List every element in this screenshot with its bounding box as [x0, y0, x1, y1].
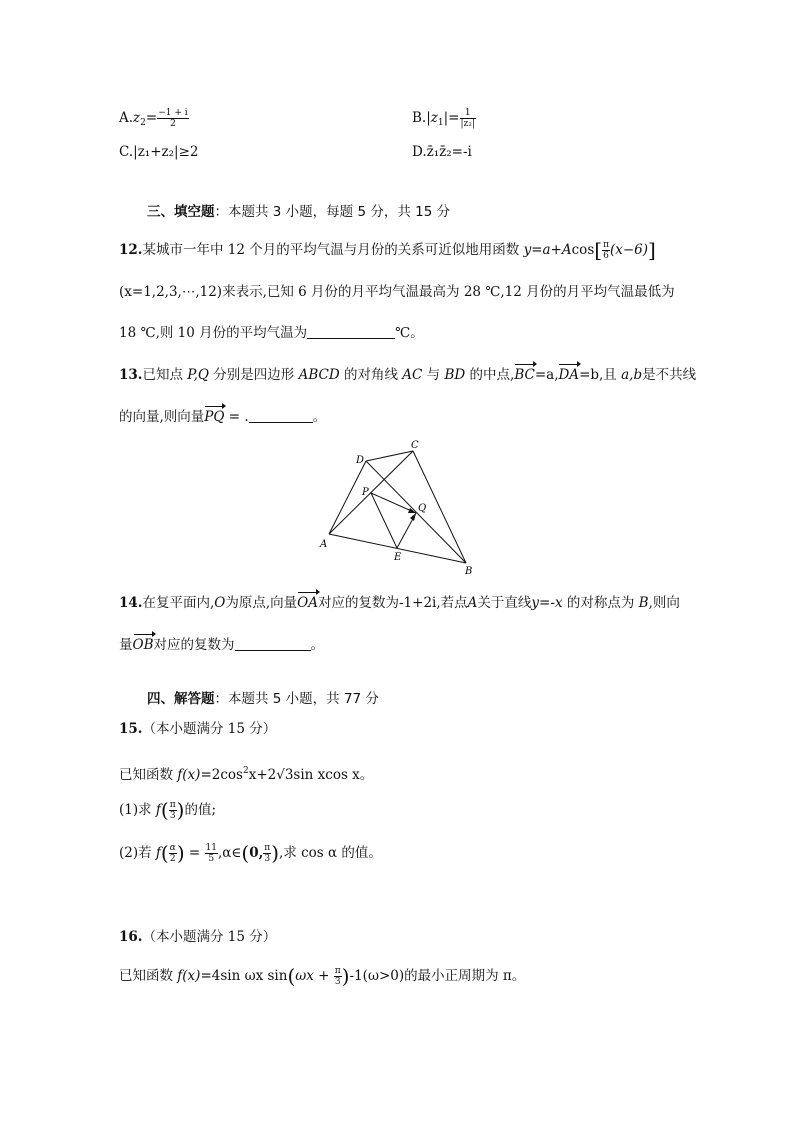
label-d: D — [356, 455, 365, 466]
question-15-statement: 已知函数 $f(x)=2\cos^2x+2√3\sin$ xcos x。 — [119, 766, 374, 783]
option-b-fraction: $\frac{1}{\text{|z₂|}}$ — [460, 108, 475, 129]
edge-ad — [329, 461, 366, 534]
question-14-line-1: 14.在复平面内,O为原点,向量OA对应的复数为-1+2i,若点A关于直线y=-x 的对称点为 B,则向 — [119, 595, 680, 611]
option-b: $B.|z_1|=$ $\frac{1}{\text{|z₂|}}$ — [412, 108, 475, 129]
quadrilateral-figure — [316, 436, 480, 580]
option-a: $A.z_2=$ $\frac{-1 + i}{2}$ — [119, 108, 188, 129]
edge-dc — [366, 451, 413, 461]
segment-pe — [371, 493, 397, 548]
option-c: C.|z₁+z₂|≥2 — [119, 144, 199, 160]
question-13-line-1: 13.已知点 P,Q 分别是四边形 ABCD 的对角线 AC 与 BD 的中点,BC=a,DA=b,且 a,b是不共线 — [119, 367, 697, 383]
section-3-heading: 三、填空题：本题共 3 小题，每题 5 分，共 15 分 — [147, 204, 451, 220]
label-c: C — [411, 440, 419, 451]
label-e: E — [394, 552, 402, 563]
diagonal-bd — [366, 461, 466, 563]
question-14-line-2: 量OB对应的复数为 。 — [119, 637, 324, 653]
label-p: P — [362, 487, 369, 498]
question-16-header: 16.（本小题满分 15 分） — [119, 929, 277, 945]
section-4-heading: 四、解答题：本题共 5 小题，共 77 分 — [147, 691, 379, 707]
diagonal-ac — [329, 451, 413, 534]
label-b: B — [465, 566, 473, 577]
q12-fraction: $\frac{\pi}{6}$ — [603, 240, 609, 261]
question-13-line-2: 的向量,则向量PQ = . 。 — [119, 409, 327, 425]
question-12-line-2: (x=1,2,3,⋯,12)来表示,已知 6 月份的月平均气温最高为 28 ℃,12 月份的月平均气温最低为 — [119, 284, 675, 300]
question-12-line-1: 12.某城市一年中 12 个月的平均气温与月份的关系可近似地用函数 y=a+Acos[ $\frac{\pi}{6}$ (x−6)] — [119, 238, 656, 262]
option-a-fraction: $\frac{-1 + i}{2}$ — [158, 108, 188, 129]
answer-blank-13[interactable] — [249, 408, 313, 423]
answer-blank-14[interactable] — [235, 636, 311, 651]
question-16-statement: 已知函数 f(x)=4sin ωx sin(ωx + $\frac{\pi}{3}$ )-1(ω>0)的最小正周期为 π。 — [119, 964, 526, 988]
label-a: A — [320, 539, 328, 550]
answer-blank-12[interactable] — [307, 324, 395, 339]
arrow-eq-head — [410, 513, 416, 521]
question-12-line-3: 18 ℃,则 10 月份的平均气温为 ℃。 — [119, 325, 424, 341]
option-d: D.z̄₁z̄₂=-i — [412, 144, 472, 160]
label-q: Q — [418, 503, 427, 514]
question-15-part-2: (2)若 f( $\frac{\alpha}{2}$ ) = $\frac{11}{5}$ ,α∈(0, $\frac{\pi}{3}$ ),求 cos α 的值。 — [119, 841, 382, 865]
question-15-part-1: (1)求 f( $\frac{\pi}{3}$ )的值; — [119, 798, 217, 822]
question-15-header: 15.（本小题满分 15 分） — [119, 721, 277, 737]
